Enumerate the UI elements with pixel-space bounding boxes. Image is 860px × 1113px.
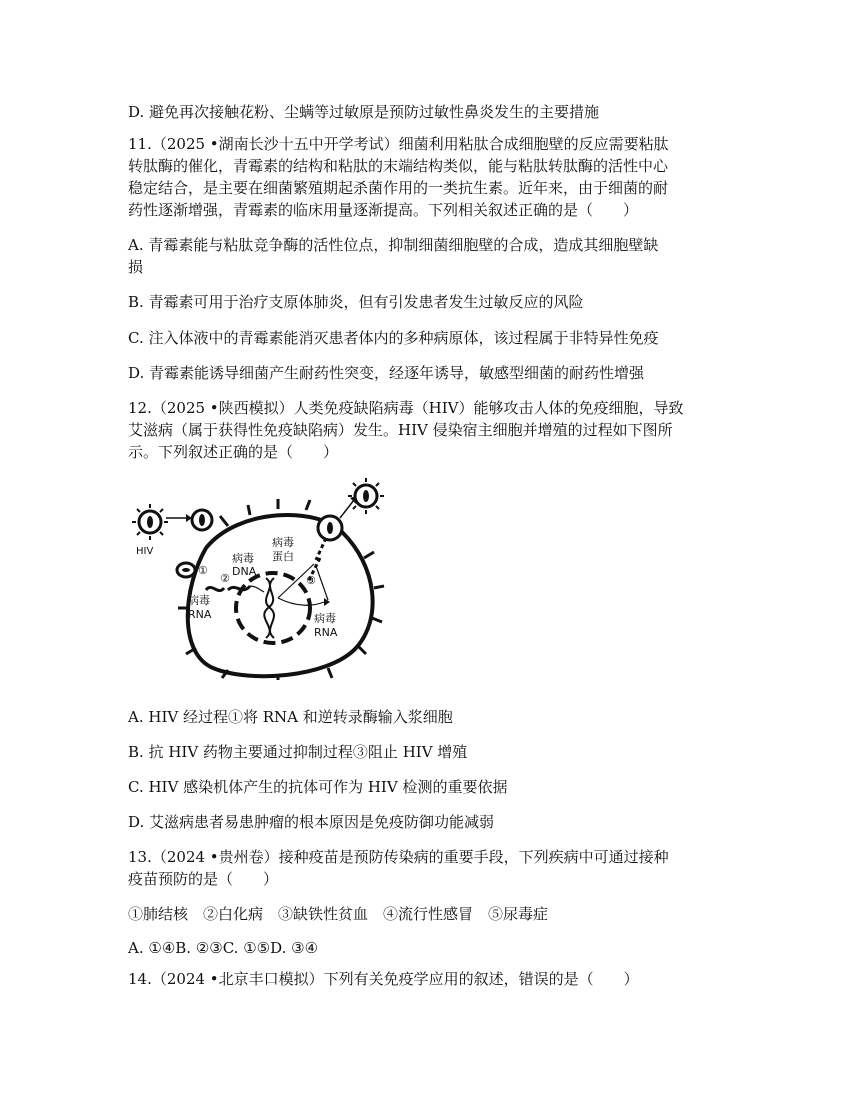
hiv-virion-released bbox=[348, 478, 384, 514]
viral-rna-left-label-2: RNA bbox=[188, 608, 212, 621]
q11-stem-line-2: 转肽酶的催化，青霉素的结构和粘肽的末端结构类似，能与粘肽转肽酶的活性中心 bbox=[128, 157, 669, 175]
q12-option-b: B. 抗 HIV 药物主要通过抑制过程③阻止 HIV 增殖 bbox=[128, 743, 468, 761]
q12-option-d: D. 艾滋病患者易患肿瘤的根本原因是免疫防御功能减弱 bbox=[128, 813, 495, 831]
q12-stem-line-1: 12.（2025 •陕西模拟）人类免疫缺陷病毒（HIV）能够攻击人体的免疫细胞，导致 bbox=[128, 399, 684, 417]
q11-option-a-line-2: 损 bbox=[128, 258, 144, 276]
hiv-virion-free bbox=[132, 504, 168, 540]
viral-protein-label-2: 蛋白 bbox=[272, 550, 294, 563]
viral-dna-label-2: DNA bbox=[232, 565, 257, 578]
q11-stem-line-1: 11.（2025 •湖南长沙十五中开学考试）细菌利用粘肽合成细胞壁的反应需要粘肽 bbox=[128, 135, 669, 153]
step-1-label: ① bbox=[198, 564, 208, 577]
q11-stem-line-3: 稳定结合，是主要在细菌繁殖期起杀菌作用的一类抗生素。近年来，由于细菌的耐 bbox=[128, 179, 669, 197]
step-2-label: ② bbox=[220, 572, 230, 585]
q11-option-a-line-1: A. 青霉素能与粘肽竞争酶的活性位点，抑制细菌细胞壁的合成，造成其细胞壁缺 bbox=[128, 236, 659, 254]
q13-options: A. ①④B. ②③C. ①⑤D. ③④ bbox=[128, 939, 319, 957]
q13-items: ①肺结核 ②白化病 ③缺铁性贫血 ④流行性感冒 ⑤尿毒症 bbox=[128, 905, 549, 923]
q11-option-c: C. 注入体液中的青霉素能消灭患者体内的多种病原体，该过程属于非特异性免疫 bbox=[128, 329, 659, 347]
q10-option-d: D. 避免再次接触花粉、尘螨等过敏原是预防过敏性鼻炎发生的主要措施 bbox=[128, 103, 600, 121]
viral-rna-left-label-1: 病毒 bbox=[188, 594, 210, 607]
q12-stem-line-3: 示。下列叙述正确的是（ ） bbox=[128, 443, 339, 461]
q11-option-d: D. 青霉素能诱导细菌产生耐药性突变，经逐年诱导，敏感型细菌的耐药性增强 bbox=[128, 364, 645, 382]
hiv-virion-fusing bbox=[177, 563, 195, 577]
viral-protein-label-1: 病毒 bbox=[272, 536, 294, 549]
hiv-infection-diagram bbox=[128, 478, 400, 680]
q13-stem-line-2: 疫苗预防的是（ ） bbox=[128, 870, 279, 888]
q11-stem-line-4: 药性逐渐增强，青霉素的临床用量逐渐提高。下列相关叙述正确的是（ ） bbox=[128, 201, 639, 219]
viral-rna-right-label-1: 病毒 bbox=[314, 612, 336, 625]
q11-option-b: B. 青霉素可用于治疗支原体肺炎，但有引发患者发生过敏反应的风险 bbox=[128, 293, 584, 311]
viral-rna-right-label-2: RNA bbox=[314, 626, 338, 639]
hiv-virion-budding bbox=[318, 516, 342, 540]
q12-option-c: C. HIV 感染机体产生的抗体可作为 HIV 检测的重要依据 bbox=[128, 778, 508, 796]
step-3-label: ③ bbox=[306, 574, 316, 587]
hiv-virion-attaching bbox=[192, 510, 212, 530]
q12-option-a: A. HIV 经过程①将 RNA 和逆转录酶输入浆细胞 bbox=[128, 708, 453, 726]
nucleus bbox=[236, 573, 310, 643]
hiv-label: HIV bbox=[136, 546, 154, 557]
q14-stem: 14.（2024 •北京丰口模拟）下列有关免疫学应用的叙述，错误的是（ ） bbox=[128, 970, 639, 988]
q12-stem-line-2: 艾滋病（属于获得性免疫缺陷病）发生。HIV 侵染宿主细胞并增殖的过程如下图所 bbox=[128, 421, 673, 439]
q13-stem-line-1: 13.（2024 •贵州卷）接种疫苗是预防传染病的重要手段，下列疾病中可通过接种 bbox=[128, 848, 669, 866]
viral-dna-label-1: 病毒 bbox=[232, 552, 254, 565]
